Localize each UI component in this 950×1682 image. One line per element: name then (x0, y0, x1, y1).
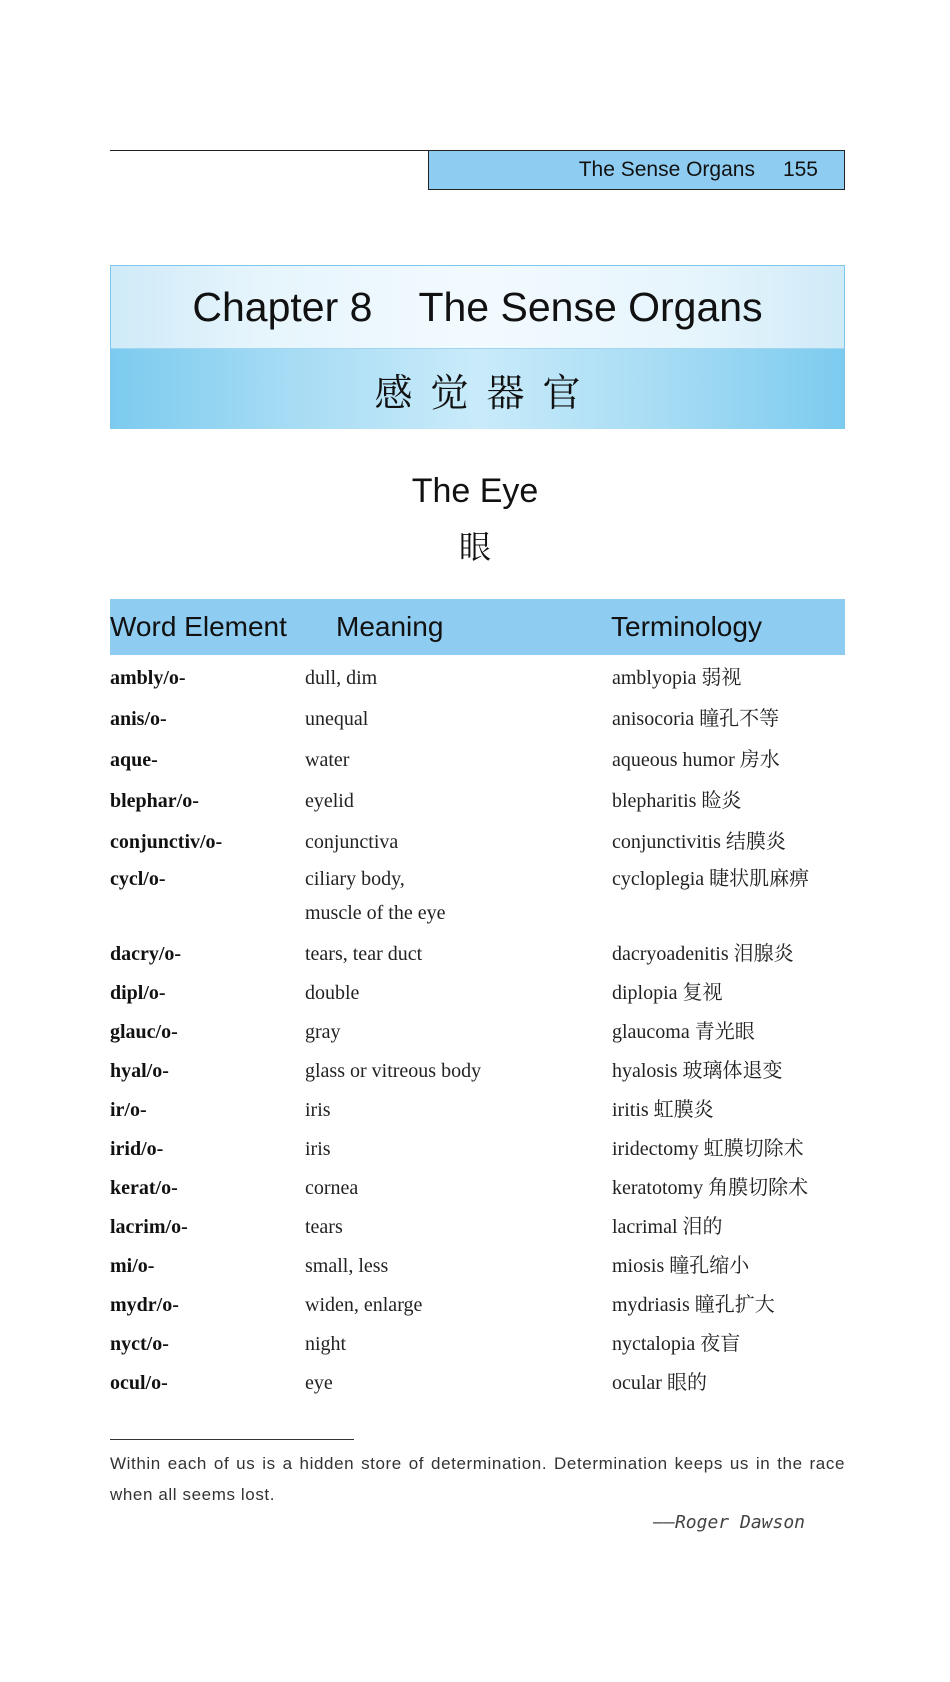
meaning: cornea (305, 1177, 359, 1199)
table-row (110, 1287, 845, 1326)
table-header (110, 599, 845, 655)
table-row (110, 1053, 845, 1092)
chapter-title: The Sense Organs (418, 283, 763, 330)
terminology: miosis 瞳孔缩小 (612, 1255, 750, 1277)
word-element: blephar/o- (110, 790, 199, 812)
header-terminology: Terminology (611, 611, 762, 642)
table-row (110, 975, 845, 1014)
meaning: tears (305, 1216, 343, 1238)
meaning: dull, dim (305, 667, 378, 689)
meaning: double (305, 982, 360, 1004)
word-element: ambly/o- (110, 667, 186, 689)
terminology: keratotomy 角膜切除术 (612, 1177, 809, 1199)
terminology: conjunctivitis 结膜炎 (612, 831, 786, 853)
meaning: conjunctiva (305, 831, 399, 853)
meaning: eyelid (305, 790, 354, 812)
terminology: glaucoma 青光眼 (612, 1021, 755, 1043)
terminology: dacryoadenitis 泪腺炎 (612, 943, 794, 965)
section-title: The Eye (411, 472, 539, 510)
meaning: eye (305, 1372, 333, 1394)
meaning-line-1: ciliary body, (305, 868, 405, 890)
table-row (110, 742, 845, 783)
word-element: mi/o- (110, 1255, 155, 1277)
meaning: unequal (305, 708, 369, 730)
table-row (110, 660, 845, 701)
terminology: hyalosis 玻璃体退变 (612, 1060, 783, 1082)
meaning: small, less (305, 1255, 389, 1277)
table-row (110, 783, 845, 824)
meaning: iris (305, 1099, 331, 1121)
footnote-rule (110, 1439, 354, 1440)
word-element: dipl/o- (110, 982, 166, 1004)
meaning: iris (305, 1138, 331, 1160)
meaning: widen, enlarge (305, 1294, 423, 1316)
word-element: ocul/o- (110, 1372, 168, 1394)
table-row (110, 1014, 845, 1053)
header-meaning: Meaning (336, 611, 444, 642)
word-element: mydr/o- (110, 1294, 179, 1316)
word-element: irid/o- (110, 1138, 164, 1160)
terminology: ocular 眼的 (612, 1372, 707, 1394)
word-element: lacrim/o- (110, 1216, 188, 1238)
table-row (110, 1092, 845, 1131)
terminology: blepharitis 睑炎 (612, 790, 742, 812)
quote-author: ——Roger Dawson (653, 1512, 805, 1533)
quote-text: Within each of us is a hidden store of determination. Determination keeps us in the race when all seems lost. (110, 1454, 845, 1504)
table-row (110, 1170, 845, 1209)
terminology: mydriasis 瞳孔扩大 (612, 1294, 775, 1316)
terminology: aqueous humor 房水 (612, 749, 780, 771)
chapter-banner (110, 265, 845, 429)
running-title: The Sense Organs (578, 158, 755, 181)
table-row (110, 701, 845, 742)
running-header (428, 150, 845, 190)
chapter-number: Chapter 8 (192, 283, 373, 330)
meaning: glass or vitreous body (305, 1060, 482, 1082)
word-element: glauc/o- (110, 1021, 178, 1043)
table-row (110, 936, 845, 975)
meaning: gray (305, 1021, 341, 1043)
word-element: nyct/o- (110, 1333, 169, 1355)
terminology: diplopia 复视 (612, 982, 723, 1004)
word-element: dacry/o- (110, 943, 182, 965)
meaning (305, 862, 605, 930)
meaning: water (305, 749, 350, 771)
terminology: lacrimal 泪的 (612, 1216, 723, 1238)
header-rule (110, 150, 428, 151)
vocab-table (110, 660, 845, 1404)
terminology: iridectomy 虹膜切除术 (612, 1138, 804, 1160)
chapter-title-cn: 感觉器官 (111, 349, 844, 429)
meaning-line-2: muscle of the eye (305, 902, 446, 924)
table-row (110, 824, 845, 861)
table-row (110, 1248, 845, 1287)
table-row (110, 861, 845, 936)
table-row (110, 1365, 845, 1404)
header-word-element: Word Element (110, 611, 287, 642)
word-element: hyal/o- (110, 1060, 169, 1082)
word-element: cycl/o- (110, 868, 166, 890)
section-title-cn: 眼 (458, 528, 491, 566)
table-row (110, 1131, 845, 1170)
terminology: anisocoria 瞳孔不等 (612, 708, 780, 730)
word-element: aque- (110, 749, 158, 771)
terminology: amblyopia 弱视 (612, 667, 742, 689)
meaning: night (305, 1333, 347, 1355)
table-row (110, 1209, 845, 1248)
word-element: ir/o- (110, 1099, 147, 1121)
page-number: 155 (782, 158, 818, 181)
word-element: conjunctiv/o- (110, 831, 223, 853)
meaning: tears, tear duct (305, 943, 423, 965)
terminology: nyctalopia 夜盲 (612, 1333, 741, 1355)
table-row (110, 1326, 845, 1365)
chapter-title-row (111, 266, 844, 349)
terminology: cycloplegia 睫状肌麻痹 (612, 868, 810, 890)
word-element: anis/o- (110, 708, 167, 730)
terminology: iritis 虹膜炎 (612, 1099, 714, 1121)
word-element: kerat/o- (110, 1177, 178, 1199)
